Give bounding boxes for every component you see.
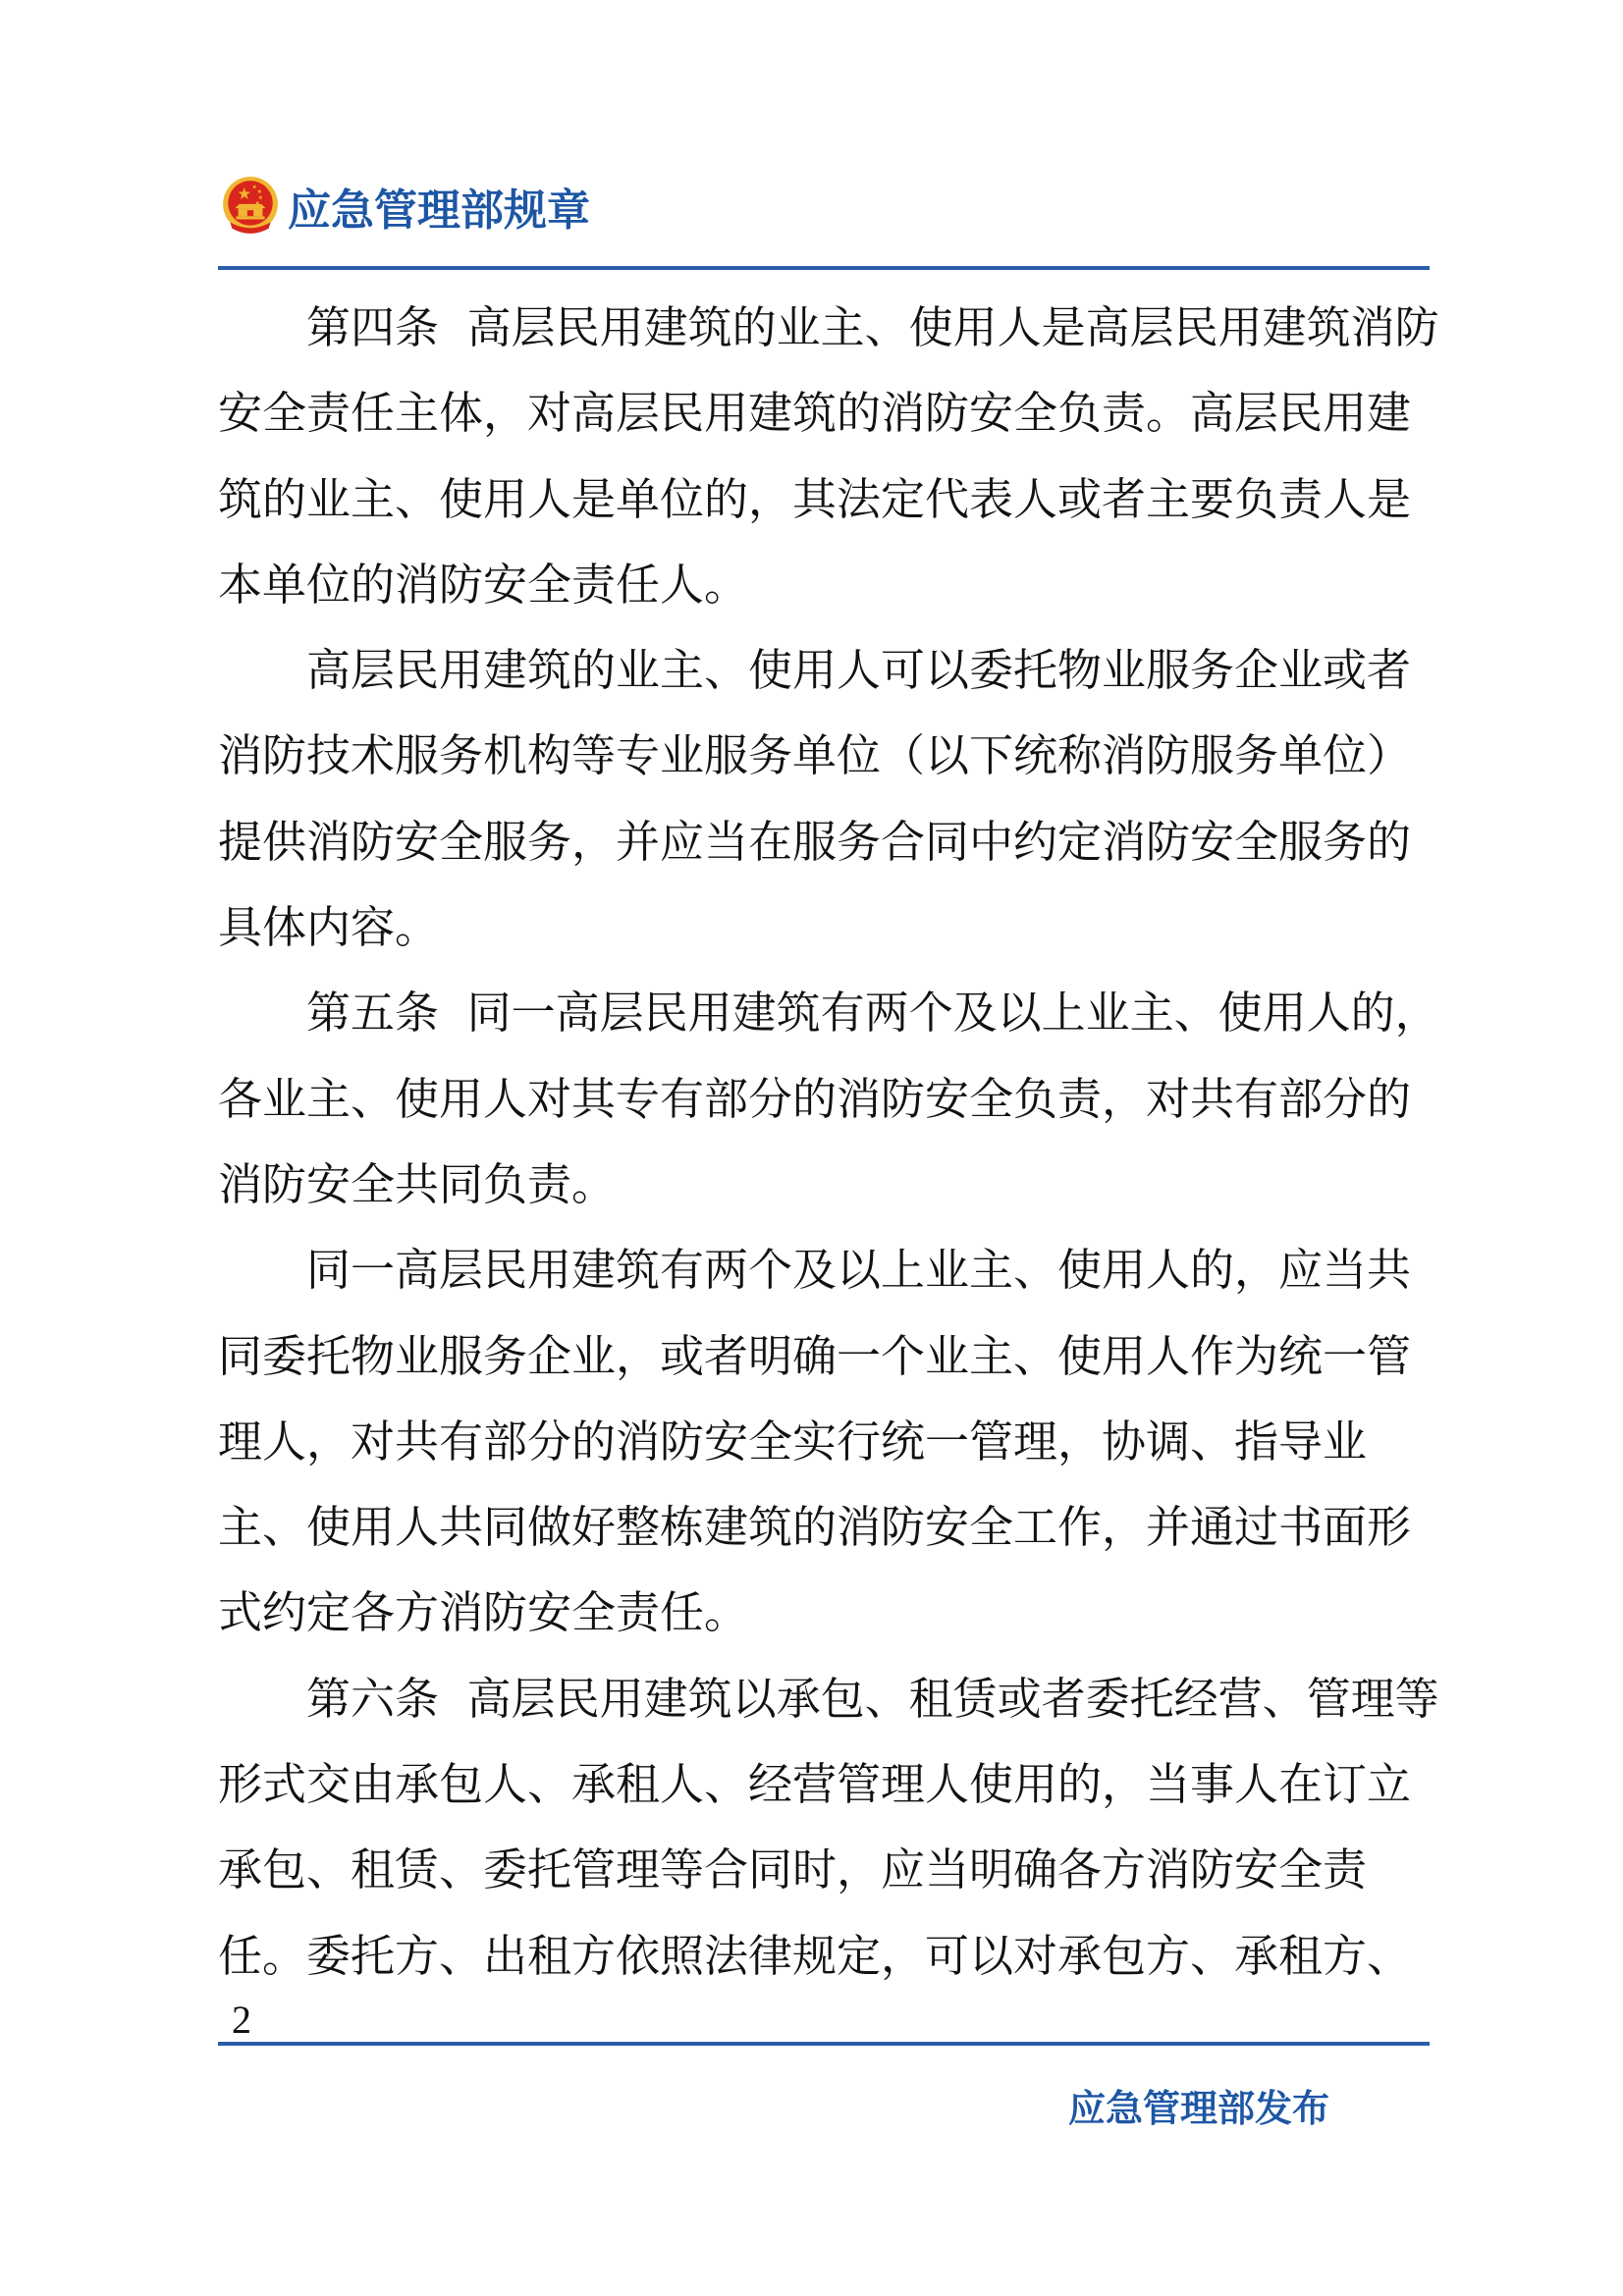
page-number: 2 (232, 1998, 251, 2042)
body-line: 承包、租赁、委托管理等合同时，应当明确各方消防安全责 (218, 1843, 1368, 1896)
body-line: 式约定各方消防安全责任。 (218, 1586, 749, 1639)
page-header-title: 应急管理部规章 (288, 186, 590, 236)
publisher-label: 应急管理部发布 (1068, 2087, 1330, 2130)
header-divider (218, 266, 1430, 270)
body-line: 第六条 高层民用建筑以承包、租赁或者委托经营、管理等 (306, 1672, 1439, 1725)
body-line: 消防安全共同负责。 (218, 1157, 617, 1210)
article-paragraph (218, 627, 1494, 970)
body-line: 筑的业主、使用人是单位的，其法定代表人或者主要负责人是 (218, 472, 1412, 525)
body-line: 第五条 同一高层民用建筑有两个及以上业主、使用人的， (306, 987, 1439, 1040)
body-line: 安全责任主体，对高层民用建筑的消防安全负责。高层民用建 (218, 387, 1412, 440)
body-line: 具体内容。 (218, 901, 440, 954)
body-line: 理人，对共有部分的消防安全实行统一管理，协调、指导业 (218, 1415, 1368, 1468)
body-line: 高层民用建筑的业主、使用人可以委托物业服务企业或者 (306, 644, 1412, 697)
national-emblem-icon (220, 176, 281, 237)
body-line: 形式交由承包人、承租人、经营管理人使用的，当事人在订立 (218, 1758, 1412, 1811)
body-line: 同委托物业服务企业，或者明确一个业主、使用人作为统一管 (218, 1329, 1412, 1382)
article-paragraph (218, 970, 1494, 1227)
body-line: 提供消防安全服务，并应当在服务合同中约定消防安全服务的 (218, 815, 1412, 868)
body-line: 本单位的消防安全责任人。 (218, 558, 749, 611)
body-line: 消防技术服务机构等专业服务单位（以下统称消防服务单位） (218, 729, 1412, 782)
footer-divider (218, 2042, 1430, 2046)
body-line: 第四条 高层民用建筑的业主、使用人是高层民用建筑消防 (306, 301, 1439, 353)
article-paragraph (218, 285, 1494, 627)
document-body (218, 285, 1494, 1999)
body-line: 同一高层民用建筑有两个及以上业主、使用人的，应当共 (306, 1244, 1412, 1297)
article-paragraph (218, 1227, 1494, 1655)
article-paragraph (218, 1656, 1494, 1999)
body-line: 任。委托方、出租方依照法律规定，可以对承包方、承租方、 (218, 1929, 1412, 1982)
body-line: 各业主、使用人对其专有部分的消防安全负责，对共有部分的 (218, 1072, 1412, 1125)
body-line: 主、使用人共同做好整栋建筑的消防安全工作，并通过书面形 (218, 1501, 1412, 1554)
